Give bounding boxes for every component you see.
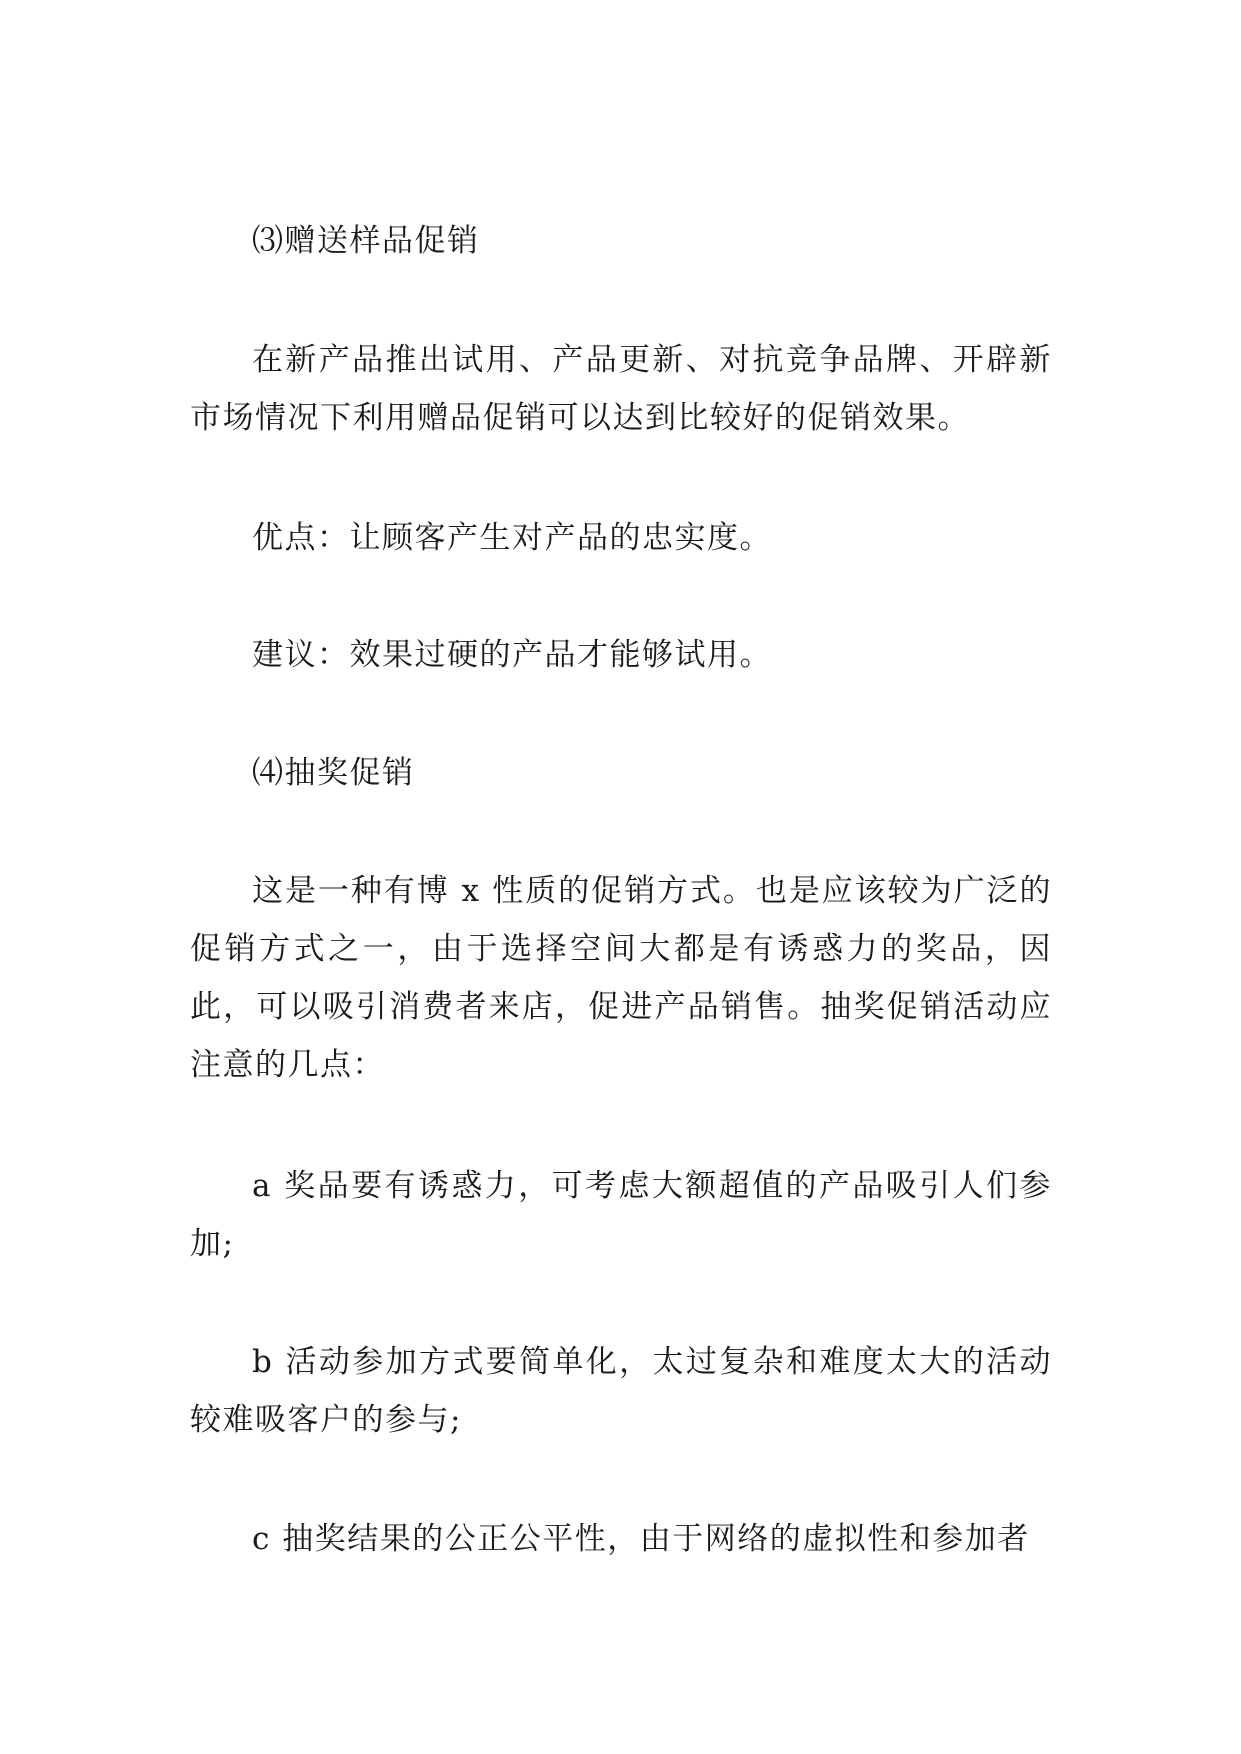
list-item-a: a 奖品要有诱惑力，可考虑大额超值的产品吸引人们参加; <box>190 1168 1052 1262</box>
section-heading-sample-gift: ⑶赠送样品促销 <box>252 223 480 259</box>
paragraph-suggestion: 建议：效果过硬的产品才能够试用。 <box>252 637 772 673</box>
list-item-b: b 活动参加方式要简单化，太过复杂和难度太大的活动较难吸客户的参与; <box>190 1344 1052 1438</box>
list-item-c: c 抽奖结果的公正公平性，由于网络的虚拟性和参加者 <box>252 1521 1030 1557</box>
paragraph-advantage: 优点：让顾客产生对产品的忠实度。 <box>252 520 772 556</box>
section-heading-lottery: ⑷抽奖促销 <box>252 755 415 791</box>
paragraph-sample-gift-description: 在新产品推出试用、产品更新、对抗竞争品牌、开辟新市场情况下利用赠品促销可以达到比较好的促销效果。 <box>190 342 1052 436</box>
paragraph-lottery-description: 这是一种有博 x 性质的促销方式。也是应该较为广泛的促销方式之一，由于选择空间大都是有诱惑力的奖品，因此，可以吸引消费者来店，促进产品销售。抽奖促销活动应注意的几点： <box>190 873 1052 1083</box>
